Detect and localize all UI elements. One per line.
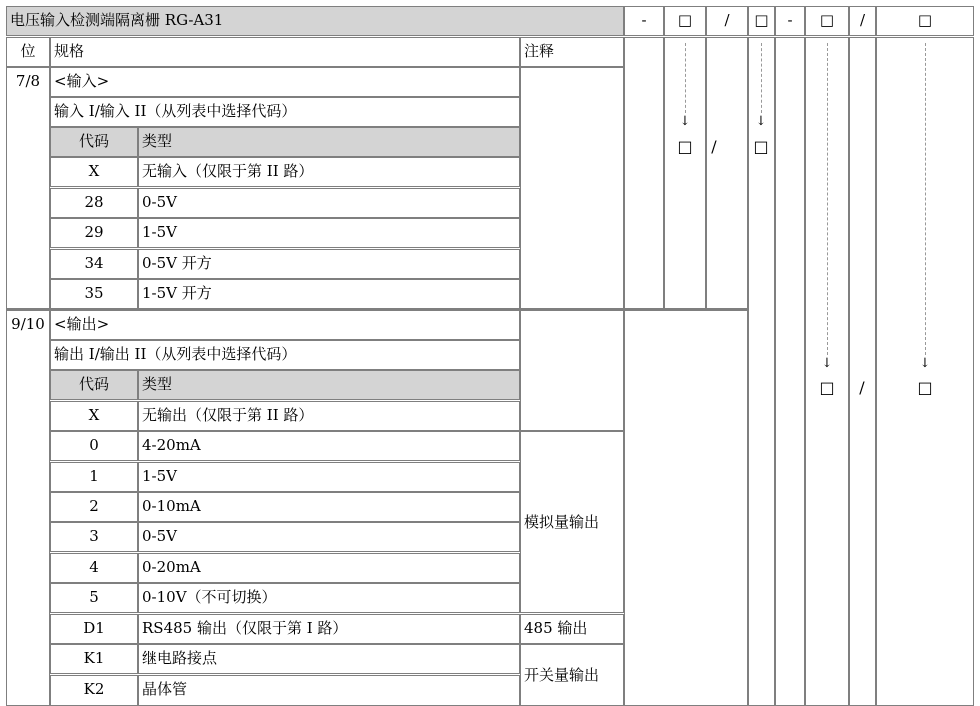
- table-row-type: 晶体管: [138, 675, 520, 706]
- code-sep-1: -: [624, 6, 664, 36]
- code-slot-2: □: [748, 6, 775, 36]
- output-position: 9/10: [6, 310, 50, 706]
- table-row-code: 2: [50, 492, 138, 522]
- input-col-code: 代码: [50, 127, 138, 157]
- output-subtitle: 输出 I/输出 II（从列表中选择代码）: [50, 340, 520, 370]
- guide-line-2: [761, 43, 762, 113]
- output-note-top: [520, 310, 624, 431]
- table-row-type: 0-10V（不可切换）: [138, 583, 520, 613]
- code-slot-4: □: [876, 6, 974, 36]
- input-col-type: 类型: [138, 127, 520, 157]
- guide-line-4: [925, 43, 926, 355]
- diagram-col-5: [775, 37, 805, 706]
- checkbox-empty-icon: □: [677, 137, 693, 156]
- output-col-code: 代码: [50, 370, 138, 400]
- table-row-code: 34: [50, 249, 138, 279]
- table-row-type: 0-5V 开方: [138, 249, 520, 279]
- diagram-col-1: [624, 37, 664, 309]
- table-row-code: 28: [50, 188, 138, 218]
- table-row-code: 4: [50, 553, 138, 583]
- table-row-code: 3: [50, 522, 138, 552]
- arrow-down-icon: ↓: [755, 114, 767, 129]
- section-divider: [6, 309, 748, 310]
- table-row-type: 0-5V: [138, 188, 520, 218]
- table-row-type: 无输出（仅限于第 II 路）: [138, 401, 520, 431]
- output-col-type: 类型: [138, 370, 520, 400]
- input-section-title: <输入>: [50, 67, 520, 97]
- checkbox-empty-icon: □: [819, 378, 835, 397]
- diagram-blank-lower: [624, 310, 748, 706]
- table-row-code: X: [50, 401, 138, 431]
- code-sep-2: /: [706, 6, 748, 36]
- checkbox-empty-icon: □: [753, 137, 769, 156]
- arrow-down-icon: ↓: [919, 356, 931, 371]
- guide-line-3: [827, 43, 828, 355]
- table-row-type: 0-20mA: [138, 553, 520, 583]
- input-subtitle: 输入 I/输入 II（从列表中选择代码）: [50, 97, 520, 127]
- note-rs485-output: 485 输出: [520, 614, 624, 644]
- code-slot-3: □: [805, 6, 849, 36]
- input-position: 7/8: [6, 67, 50, 309]
- output-section-title: <输出>: [50, 310, 520, 340]
- table-row-code: K1: [50, 644, 138, 674]
- table-row-type: 1-5V: [138, 462, 520, 492]
- code-sep-3: -: [775, 6, 805, 36]
- table-row-type: 无输入（仅限于第 II 路）: [138, 157, 520, 187]
- slash-separator: /: [859, 378, 865, 397]
- slash-separator: /: [711, 137, 717, 156]
- document-title: 电压输入检测端隔离栅 RG-A31: [6, 6, 624, 36]
- header-spec: 规格: [50, 37, 520, 67]
- arrow-down-icon: ↓: [679, 114, 691, 129]
- table-row-type: 4-20mA: [138, 431, 520, 461]
- note-switch-output: 开关量输出: [520, 644, 624, 706]
- table-row-code: X: [50, 157, 138, 187]
- table-row-code: K2: [50, 675, 138, 706]
- note-analog-output: 模拟量输出: [520, 431, 624, 613]
- table-row-code: 35: [50, 279, 138, 309]
- guide-line-1: [685, 43, 686, 113]
- table-row-type: 继电路接点: [138, 644, 520, 674]
- code-slot-1: □: [664, 6, 706, 36]
- table-row-code: 1: [50, 462, 138, 492]
- diagram-col-7: [849, 37, 876, 706]
- checkbox-empty-icon: □: [917, 378, 933, 397]
- header-position: 位: [6, 37, 50, 67]
- code-sep-4: /: [849, 6, 876, 36]
- table-row-type: RS485 输出（仅限于第 I 路）: [138, 614, 520, 644]
- diagram-col-3: [706, 37, 748, 309]
- arrow-down-icon: ↓: [821, 356, 833, 371]
- table-row-type: 0-5V: [138, 522, 520, 552]
- table-row-code: 5: [50, 583, 138, 613]
- table-row-code: 0: [50, 431, 138, 461]
- table-row-code: 29: [50, 218, 138, 248]
- table-row-type: 1-5V 开方: [138, 279, 520, 309]
- header-note: 注释: [520, 37, 624, 67]
- table-row-type: 1-5V: [138, 218, 520, 248]
- table-row-type: 0-10mA: [138, 492, 520, 522]
- input-note-cell: [520, 67, 624, 309]
- table-row-code: D1: [50, 614, 138, 644]
